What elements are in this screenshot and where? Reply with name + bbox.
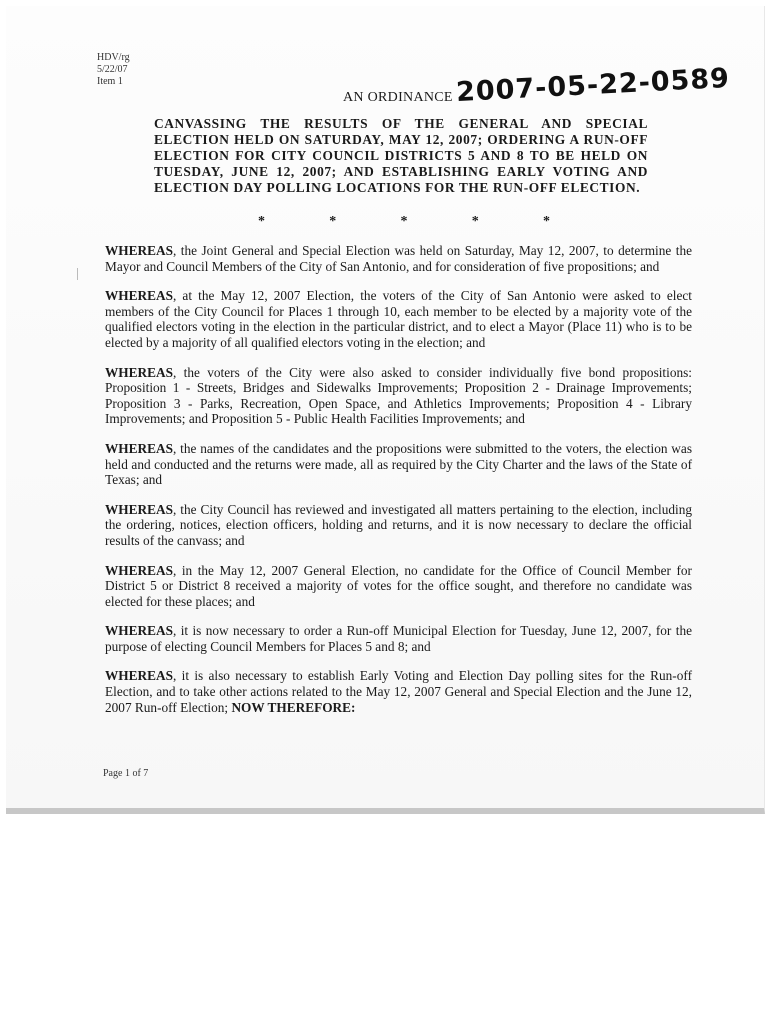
whereas-paragraph xyxy=(105,623,692,654)
whereas-lead: WHEREAS xyxy=(105,623,173,639)
ordinance-number-stamp: 2007-05-22-0589 xyxy=(455,62,731,109)
now-therefore: NOW THEREFORE: xyxy=(231,699,356,715)
whereas-paragraph xyxy=(105,668,692,715)
whereas-lead: WHEREAS xyxy=(105,668,173,684)
whereas-text: , in the May 12, 2007 General Election, no candidate for the Office of Council Member for District 5 or District 8 received a majority of votes for the office sought, and therefore no candidate was elected for these places; and xyxy=(105,562,692,609)
whereas-lead: WHEREAS xyxy=(105,562,173,578)
whereas-lead: WHEREAS xyxy=(105,243,173,258)
ordinance-label: AN ORDINANCE xyxy=(343,90,453,105)
whereas-text: , the names of the candidates and the propositions were submitted to the voters, the election was held and conducted and the returns were made, all as required by the City Charter and the laws of the State of Texas; and xyxy=(105,440,692,488)
section-separator xyxy=(258,214,550,230)
whereas-paragraph xyxy=(105,365,692,427)
whereas-lead: WHEREAS xyxy=(105,440,173,456)
scanned-page xyxy=(6,6,765,814)
separator-star: * xyxy=(471,214,479,229)
page-number: Page 1 of 7 xyxy=(103,768,149,779)
ordinance-body xyxy=(105,243,692,729)
document-meta xyxy=(97,52,130,88)
whereas-paragraph xyxy=(105,288,692,350)
whereas-paragraph xyxy=(105,243,692,274)
separator-star: * xyxy=(258,214,265,229)
meta-date: 5/22/07 xyxy=(97,64,128,75)
whereas-paragraph xyxy=(105,502,692,549)
whereas-text: , at the May 12, 2007 Election, the voters of the City of San Antonio were asked to elect members of the City Council for Places 1 through 10, each member to be elected by a majority vote of the qualified electors voting in the election in the particular district, and to elect a Mayor (Place 11) who is to be elected by a majority of all qualified electors voting in the election; and xyxy=(105,288,692,350)
whereas-text: , the City Council has reviewed and investigated all matters pertaining to the election, including the ordering, notices, election officers, holding and returns, and it is now necessary to declare the official results of the canvass; and xyxy=(105,501,692,548)
meta-item: Item 1 xyxy=(97,76,123,87)
meta-initials: HDV/rg xyxy=(97,52,130,63)
separator-star: * xyxy=(329,214,337,229)
whereas-text: , it is also necessary to establish Early Voting and Election Day polling sites for the Run-off Election, and to take other actions related to the May 12, 2007 General and Special Election and the June 12, 2007 Run-off Election; xyxy=(105,668,692,715)
separator-star: * xyxy=(400,214,408,229)
scan-margin-mark xyxy=(77,268,78,280)
whereas-lead: WHEREAS xyxy=(105,364,173,380)
whereas-paragraph xyxy=(105,563,692,610)
whereas-text: , it is now necessary to order a Run-off Municipal Election for Tuesday, June 12, 2007, for the purpose of electing Council Members for Places 5 and 8; and xyxy=(105,623,692,654)
whereas-text: , the voters of the City were also asked to consider individually five bond propositions: Proposition 1 - Streets, Bridges and Sidewalks Improvements; Proposition 2 - Drainage Improvements; Proposition 3 - Parks, Recreation, Open Space, and Athletics Improvements; Proposition 4 - Library Improvements; and Proposition 5 - Public Health Facilities Improvements; and xyxy=(105,364,692,427)
whereas-lead: WHEREAS xyxy=(105,288,173,304)
ordinance-title: CANVASSING THE RESULTS OF THE GENERAL AND SPECIAL ELECTION HELD ON SATURDAY, MAY 12, 2007; ORDERING A RUN-OFF ELECTION FOR CITY COUNCIL DISTRICTS 5 AND 8 TO BE HELD ON TUESDAY, JUNE 12, 2007; AND ESTABLISHING EARLY VOTING AND ELECTION DAY POLLING LOCATIONS FOR THE RUN-OFF ELECTION. xyxy=(154,116,648,195)
whereas-text: , the Joint General and Special Election was held on Saturday, May 12, 2007, to determine the Mayor and Council Members of the City of San Antonio, and for consideration of five propositions; and xyxy=(105,243,692,274)
whereas-lead: WHEREAS xyxy=(105,501,173,517)
whereas-paragraph xyxy=(105,441,692,488)
separator-star: * xyxy=(543,214,550,229)
